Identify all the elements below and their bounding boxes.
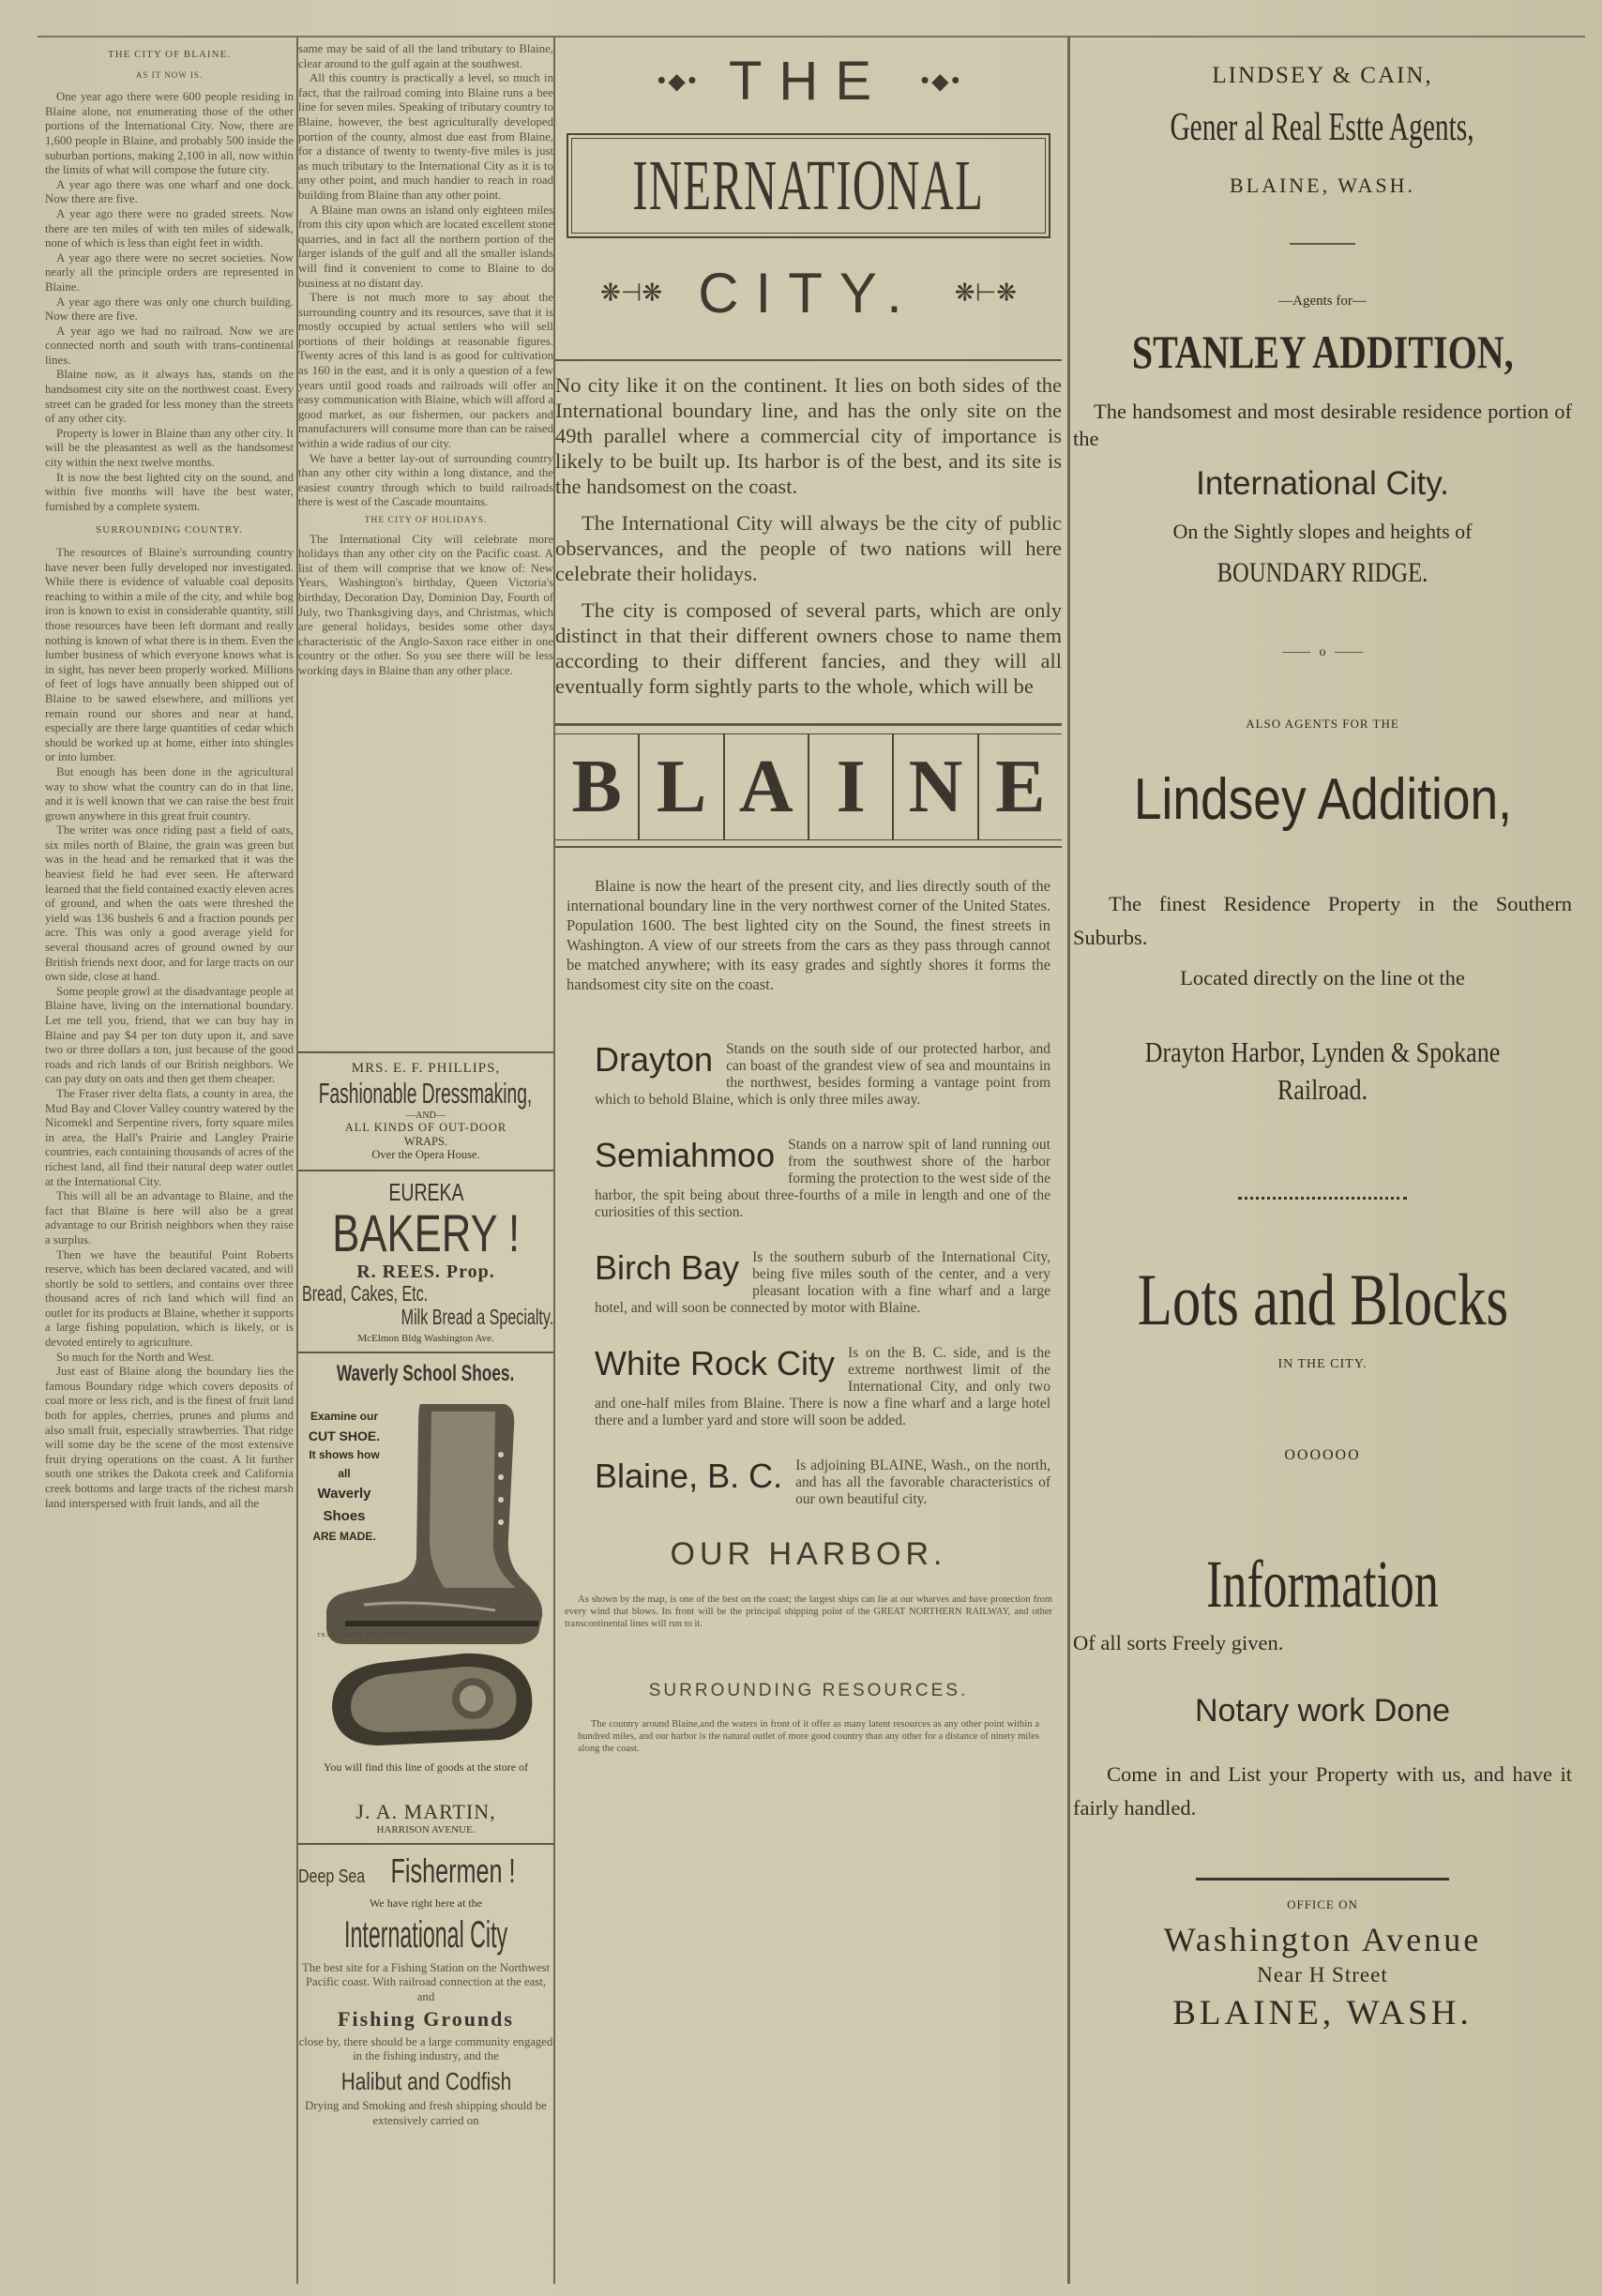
zeros-divider: OOOOOO <box>1284 1447 1361 1463</box>
town-entry <box>595 1458 1050 1508</box>
paragraph: Some people growl at the disadvantage people at Blaine have, living on the international boundary. Let me tell you, friend, that we can buy hay in Blaine and pay $4 per ton duty upon it, and save two or three dollars a ton, just because of the good roads and rich lands of our British neighbors. We can pay duty on oats and then get them cheaper. <box>45 984 294 1086</box>
section-heading: THE CITY OF HOLIDAYS. <box>364 516 488 525</box>
paragraph: The writer was once riding past a field of oats, six miles north of Blaine, the grain was green but was in the head and he remarked that it was the heaviest field he had ever seen. He afterward learned that the field contained exactly eleven acres of ground, and when the oats were threshed the yield was 136 bushels 6 and a fraction pounds per acre. This was only a good average yield for several thousand acres of ground owned by our British friends next door, and for large tracts on our own side, close at hand. <box>45 823 294 984</box>
ad-headline-large: International City <box>343 1913 508 1956</box>
ad-text: close by, there should be a large community engaged in the fishing industry, and the <box>298 2034 553 2063</box>
ad-waverly-shoes <box>298 1361 553 1792</box>
ad-name: MRS. E. F. PHILLIPS, <box>351 1061 501 1076</box>
rule <box>1290 243 1355 245</box>
office-city: BLAINE, WASH. <box>1172 1994 1473 2032</box>
town-description: Is adjoining BLAINE, Wash., on the north, and has all the favorable characteristics of our own beautiful city. <box>795 1458 1050 1507</box>
ad-text: We have right here at the <box>370 1896 482 1911</box>
office-on: OFFICE ON <box>1287 1897 1358 1911</box>
resources-text: The country around Blaine,and the waters in front of it offer as many latent resources as any other point within a hundred miles, and our harbor is the natural outlet of more good country than any other for a distance of ninety miles along the coast. <box>578 1719 1039 1754</box>
ad-text: Bread, Cakes, Etc. <box>302 1281 429 1307</box>
ad-text: You will find this line of goods at the store of <box>323 1760 529 1774</box>
ad-headline: Fashionable Dressmaking, <box>319 1077 533 1110</box>
callout-line: It shows how all <box>309 1448 380 1480</box>
town-name: Drayton <box>595 1041 714 1079</box>
paragraph: A year ago there were no secret societies. Now nearly all the principle orders are represented in Blaine. <box>45 250 294 294</box>
stanley-description: The handsomest and most desirable residence portion of the <box>1073 400 1572 450</box>
column-international-city <box>555 42 1062 2284</box>
resources-heading: SURROUNDING RESOURCES. <box>648 1681 969 1700</box>
ad-dressmaking <box>298 1061 553 1162</box>
washington-avenue: Washington Avenue <box>1163 1921 1482 1958</box>
paragraph: One year ago there were 600 people residing in Blaine alone, not enumerating those of the other portions of the International City. Now, there are 1,600 people in Blaine, and probably 500 inside the suburban portions, making 2,100 in all, now within the limits of what will compose the future city. <box>45 90 294 177</box>
rule <box>1238 1197 1407 1200</box>
boundary-ridge: BOUNDARY RIDGE. <box>1217 557 1428 588</box>
paragraph: A year ago there was one wharf and one dock. Now there are five. <box>45 177 294 206</box>
ad-text: —AND— <box>406 1110 446 1121</box>
top-rule <box>38 36 1585 38</box>
shoe-sole-illustration-icon <box>323 1642 538 1755</box>
ad-text: The best site for a Fishing Station on the Northwest Pacific coast. With railroad connection at the east, and <box>301 1960 551 2003</box>
callout-line: CUT SHOE. <box>308 1427 381 1443</box>
notary-work: Notary work Done <box>1194 1693 1451 1729</box>
located: Located directly on the line ot the <box>1180 966 1465 989</box>
ad-fishermen <box>298 1852 553 2129</box>
callout-line: ARE MADE. <box>312 1529 376 1543</box>
near-h-street: Near H Street <box>1257 1963 1388 1986</box>
paragraph: A year ago we had no railroad. Now we are connected north and south with trans-continental lines. <box>45 324 294 367</box>
ornament-icon: •◆• <box>655 68 699 95</box>
lede <box>555 372 1062 699</box>
paragraph: The International City will celebrate more holidays than any other city on the Pacific coast. A list of them will comprise that we know of: New Years, Washington's birthday, Queen Victoria's birthday, Decoration Day, Dominion Day, Fourth of July, two Thanksgiving days, and Christmas, which are general holidays, besides some other days characteristic of the Anglo-Saxon race either in one country or the other. So you see there will be less working days in Blaine than any other place. <box>298 532 553 677</box>
paragraph: Then we have the beautiful Point Roberts reserve, which has been declared vacated, and will shortly be sold to settlers, and contains over three thousand acres of rich land which will find an outlet for its products at Blaine, whether it supports a large fishing population, which is likely, or is devoted entirely to agriculture. <box>45 1247 294 1350</box>
paragraph: A Blaine man owns an island only eighteen miles from this city upon which are located excellent stone quarries, and in fact all the northern portion of the larger islands of the gulf and all the smaller islands will find it convenient to come to Blaine to do business at no distant day. <box>298 203 553 290</box>
divider <box>1069 645 1576 660</box>
paragraph: A year ago there were no graded streets. Now there are ten miles of with ten miles of sidewalk, none of which is less than eight feet in width. <box>45 206 294 250</box>
masthead-box <box>567 133 1050 238</box>
trademark-text: TRADE MARK REGISTERED. <box>317 1632 413 1639</box>
divider-mark: o <box>1319 645 1326 659</box>
lots-and-blocks: Lots and Blocks <box>1137 1259 1508 1340</box>
sightly-slopes: On the Sightly slopes and heights of <box>1172 520 1473 543</box>
paragraph: A year ago there was only one church building. Now there are five. <box>45 295 294 324</box>
section-subheading: AS IT NOW IS. <box>135 69 204 80</box>
ad-rule <box>298 1352 553 1353</box>
intl-city: International City. <box>1196 465 1449 502</box>
town-description: Stands on a narrow spit of land running out from the southwest shore of the harbor forming the protection to the west side of the harbor, the spit being about three-fourths of a mile in length and one of the curiosities of this section. <box>595 1137 1050 1220</box>
ad-text: WRAPS. <box>403 1134 448 1148</box>
blaine-letter: L <box>638 734 722 839</box>
rule <box>555 846 1062 848</box>
firm-tagline: Gener al Real Estte Agents, <box>1170 106 1475 149</box>
column-city-of-blaine <box>45 42 294 2284</box>
blaine-description: Blaine is now the heart of the present city, and lies directly south of the international boundary line in the very northwest corner of the United States. Population 1600. The best lighted city on the Sound, the finest streets in Washington. A view of our streets from the cars as they pass through cannot be matched anywhere; with its easy grades and sightly shores it forms the handsomest city site on the coast. <box>567 877 1050 993</box>
ad-proprietor: R. REES. Prop. <box>356 1261 495 1283</box>
rule <box>1196 1878 1449 1881</box>
paragraph: So much for the North and West. <box>56 1350 215 1364</box>
towns-list <box>595 1041 1050 1508</box>
masthead-word: THE <box>729 51 888 112</box>
ad-subhead: Fishing Grounds <box>338 2007 514 2032</box>
blaine-letter: A <box>723 734 808 839</box>
paragraph: The International City will always be the city of public observances, and the people of two nations will here celebrate their holidays. <box>555 511 1062 585</box>
ad-merchant: J. A. MARTIN, <box>355 1799 496 1823</box>
information: Information <box>1206 1547 1439 1622</box>
rule <box>555 723 1062 726</box>
agents-for: —Agents for— <box>1278 294 1367 309</box>
town-name: Birch Bay <box>595 1249 740 1287</box>
paragraph: There is not much more to say about the surrounding country and its resources, save that it is mostly occupied by actual settlers who will sell portions of their holdings at reasonable figures. Twenty acres of this land is as good for cultivation as 160 in the east, and it is only a question of a few years until good roads and railroads will offer an easy communication with Blaine, which will afford a good market, as our fishermen, our packers and manufacturers will consume more than can be raised within a wide radius of our city. <box>298 291 553 451</box>
column-two <box>298 42 553 2284</box>
blaine-letter: N <box>892 734 976 839</box>
also-agents: ALSO AGENTS FOR THE <box>1246 717 1399 731</box>
masthead-word: CITY. <box>698 262 919 325</box>
all-sorts: Of all sorts Freely given. <box>1073 1631 1284 1654</box>
finest-residence: The finest Residence Property in the Southern Suburbs. <box>1073 892 1572 949</box>
ad-address: HARRISON AVENUE. <box>376 1823 476 1835</box>
paragraph: The resources of Blaine's surrounding country have never been fully developed nor investigated. While there is evidence of valuable coal deposits reaching to within a mile of the city, and while bog iron is known to exist in considerable quantity, still those resources have been left dormant and really nothing is known of what there is in them. Even the lumber business of which everyone knows what is in sight, has never been properly worked. Millions of feet of logs have annually been shipped out of Blaine to be sawed elsewhere, and millions yet remain round our shores and near at hand, especially are there large quantities of cedar which should be worked up at home, either into shingles or into lumber. <box>45 546 294 764</box>
ad-headline: Fishermen ! <box>390 1850 516 1890</box>
ad-text: ALL KINDS OF OUT-DOOR <box>344 1121 507 1135</box>
rule <box>555 359 1062 361</box>
paragraph: The city is composed of several parts, which are only distinct in that their different owners chose to name them according to their different fancies, and they will all eventually form sightly parts to the whole, which will be <box>555 598 1062 698</box>
paragraph: Blaine now, as it always has, stands on the handsomest city site on the northwest coast. Every street can be graded for less money than the streets of any other city. <box>45 368 294 426</box>
paragraph: No city like it on the continent. It lies on both sides of the International boundary line, and has the only site on the 49th parallel where a commercial city of importance is likely to be built up. Its harbor is of the best, and its site is the handsomest on the coast. <box>555 373 1062 498</box>
paragraph: It is now the best lighted city on the sound, and within five months will have the best water, furnished by a complete system. <box>45 470 294 513</box>
callout-line: Waverly Shoes <box>317 1485 371 1524</box>
masthead-the <box>555 50 1062 113</box>
article-continued <box>298 42 553 1044</box>
railroad-name: Drayton Harbor, Lynden & Spokane Railroad. <box>1144 1035 1501 1106</box>
blaine-letter: I <box>808 734 892 839</box>
town-name: White Rock City <box>595 1345 836 1382</box>
ad-text: Over the Opera House. <box>371 1148 480 1162</box>
ad-headline: EUREKA <box>387 1177 464 1206</box>
masthead-title: INERNATIONAL <box>632 146 985 225</box>
firm-name: LINDSEY & CAIN, <box>1212 63 1433 88</box>
ornament-icon: ❋⊢❋ <box>954 279 1018 308</box>
ad-headline-large: BAKERY ! <box>332 1203 520 1263</box>
blaine-letter: E <box>977 734 1062 839</box>
callout-line: Examine our <box>310 1409 379 1423</box>
town-name: Semiahmoo <box>595 1137 776 1174</box>
town-entry <box>595 1345 1050 1429</box>
paragraph: We have a better lay-out of surrounding country than any other city within a long distance, and the easiest country through which to build railroads there is west of the Cascade mountains. <box>298 451 553 509</box>
stanley-addition: STANLEY ADDITION, <box>1131 325 1514 378</box>
ad-rule <box>298 1843 553 1845</box>
ad-subhead: Halibut and Codfish <box>340 2066 511 2095</box>
town-entry <box>595 1249 1050 1317</box>
paragraph: All this country is practically a level, so much in fact, that the railroad coming into Blaine runs a bee line for seven miles. Speaking of tributary country to Blaine, however, the best agriculturally developed portion of the county, almost due east from Blaine, for a distance of twenty to twenty-five miles is just as much tributary to the International City as it is to any other point, and much handier to reach in road building from Blaine than any other point. <box>298 71 553 202</box>
blaine-letter: B <box>571 745 622 828</box>
ad-address: McElmon Bldg Washington Ave. <box>357 1332 494 1344</box>
column-lindsey-cain-ad <box>1069 42 1576 2284</box>
in-the-city: IN THE CITY. <box>1277 1357 1368 1371</box>
harbor-text: As shown by the map, is one of the best on the coast; the largest ships can lie at our wharves and have protection from every wind that blows. Its front will be the principal shipping point of the GREAT NORTHERN RAILWAY, and other transcontinental lines will run to it. <box>565 1594 1052 1629</box>
harbor-heading: OUR HARBOR. <box>670 1536 947 1572</box>
paragraph: But enough has been done in the agricultural way to show what the country can do in that line, and it is well known that we can raise the best fruit grown anywhere in this great fruit country. <box>45 764 294 823</box>
paragraph: This will all be an advantage to Blaine, and the fact that Blaine is here will also be a great advantage to our British neighbors when they raise a surplus. <box>45 1189 294 1246</box>
section-heading: SURROUNDING COUNTRY. <box>96 524 243 536</box>
ad-bakery <box>298 1179 553 1344</box>
town-name: Blaine, B. C. <box>595 1458 783 1495</box>
firm-location: BLAINE, WASH. <box>1229 174 1416 197</box>
ornament-icon: •◆• <box>918 68 962 95</box>
section-heading: THE CITY OF BLAINE. <box>107 49 232 60</box>
masthead-city <box>555 261 1062 325</box>
ad-text: Milk Bread a Specialty. <box>400 1305 553 1330</box>
lindsey-addition: Lindsey Addition, <box>1133 767 1512 832</box>
ad-headline: Waverly School Shoes. <box>337 1360 515 1386</box>
paragraph: Just east of Blaine along the boundary lies the famous Boundary ridge which covers deposits of coal more or less rich, and is the finest of fruit land both for apples, cherries, prunes and plums and also small fruit, especially strawberries. That ridge will some day be the scene of the most extensive fruit drying operations on the coast. A lit further south one strikes the Dakota creek and California creek bottoms and large tracts of the richest marsh land interspersed with fruit lands, and all the <box>45 1365 294 1510</box>
blaine-letters-box <box>555 733 1062 840</box>
ad-text: Drying and Smoking and fresh shipping should be extensively carried on <box>305 2099 547 2127</box>
town-entry <box>595 1041 1050 1109</box>
come-in: Come in and List your Property with us, and have it fairly handled. <box>1073 1762 1572 1820</box>
paragraph: Property is lower in Blaine than any other city. It will be the pleasantest as well as the handsomest city within the next twelve months. <box>45 426 294 470</box>
town-entry <box>595 1137 1050 1221</box>
town-description: Is the southern suburb of the International City, being five miles south of the center, and a very pleasant location with a fine wharf and a large hotel, and will soon be connected by motor with Blaine. <box>595 1249 1050 1316</box>
ad-rule <box>298 1051 553 1053</box>
ad-text: Deep Sea <box>298 1866 366 1887</box>
paragraph: same may be said of all the land tributary to Blaine, clear around to the gulf again at the southwest. <box>298 42 553 70</box>
town-description: Is on the B. C. side, and is the extreme northwest limit of the International City, and only two and one-half miles from Blaine. There is now a fine wharf and a large hotel there and a lumber yard and store will soon be added. <box>595 1345 1050 1428</box>
ad-rule <box>298 1170 553 1171</box>
paragraph: The Fraser river delta flats, a county in area, the Mud Bay and Clover Valley country watered by the Nicomekl and Serpentine rivers, forty square miles in area, the Hall's Prairie and Langley Prairie countries, each containing thousands of acres of the richest land, all find their natural deep water outlet at the International City. <box>45 1086 294 1188</box>
town-description: Stands on the south side of our protected harbor, and can boast of the grandest view of sea and mountains in the northwest, besides forming a vantage point from which to behold Blaine, which is only three miles away. <box>595 1041 1050 1108</box>
ornament-icon: ❋⊣❋ <box>599 279 663 308</box>
